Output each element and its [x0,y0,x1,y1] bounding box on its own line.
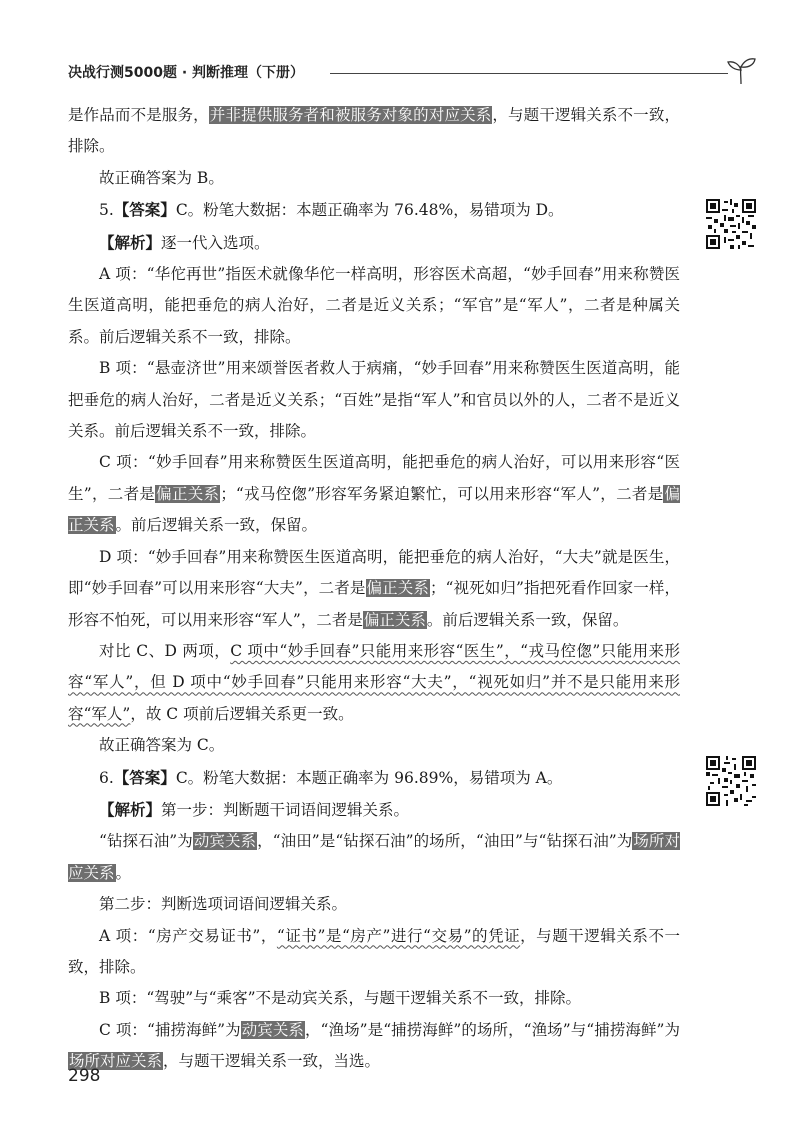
paragraph [68,100,680,163]
highlighted-phrase: 偏正关系 [156,484,220,503]
qr-code-icon[interactable] [706,756,756,806]
paragraph [68,889,680,920]
text-run: ，与题干逻辑关系一致，当选。 [163,1052,381,1071]
sprout-icon [724,56,758,86]
paragraph [68,794,680,826]
paragraph [68,983,680,1014]
text-run: 故正确答案为 C。 [99,736,225,755]
text-run: 第二步：判断选项词语间逻辑关系。 [99,895,348,914]
highlighted-phrase: 场所对应关系 [68,832,680,882]
text-run: 。 [115,863,132,882]
text-run: ，“油田”是“钻探石油”的场所，“油田”与“钻探石油”为 [257,832,633,851]
wavy-underlined-phrase: C 项中“妙手回春”只能用来形容“医生”，“戎马倥偬”只能用来形容“军人”，但 D 项中“妙手回春”只能用来形容“大夫”，“视死如归”并不是只能用来形容“军人” [68,641,680,723]
text-run: 逐一代入选项。 [161,233,270,252]
highlighted-phrase: 偏正关系 [363,610,426,629]
text-run: 是作品而不是服务， [68,106,209,124]
paragraph [68,447,680,541]
text-run: B 项：“悬壶济世”用来颂誉医者救人于病痛，“妙手回春”用来称赞医生医道高明，能把垂危的病人治好，二者是近义关系；“百姓”是指“军人”和官员以外的人，二者不是近义关系。前后逻辑关系不一致，排除。 [68,359,680,441]
highlighted-phrase: 动宾关系 [241,1020,304,1039]
text-run: 第一步：判断题干词语间逻辑关系。 [161,800,410,819]
text-run: D 项：“妙手回春”用来称赞医生医道高明，能把垂危的病人治好，“大夫”就是医生，即“妙手回春”可以用来形容“大夫”，二者是 [68,547,680,598]
highlighted-phrase: 偏正关系 [68,484,680,535]
paragraph [68,163,680,194]
paragraph [68,826,680,889]
page-header [68,56,758,88]
text-run: “钻探石油”为 [99,832,193,851]
text-run: ，与题干逻辑关系不一致，排除。 [68,926,680,976]
highlighted-phrase: 动宾关系 [193,832,257,851]
text-run: ，“渔场”是“捕捞海鲜”的场所，“渔场”与“捕捞海鲜”为 [304,1020,680,1039]
text-run: ，故 C 项前后逻辑关系更一致。 [130,704,354,723]
text-run: ，与题干逻辑关系不一致，排除。 [68,106,680,156]
label-bracket: 【解析】 [99,232,162,252]
text-run: 对比 C、D 两项， [99,641,231,660]
header-rule [330,73,728,74]
text-run: ；“视死如归”指把死看作回家一样，形容不怕死，可以用来形容“军人”，二者是 [68,579,680,629]
text-run: 6. [99,768,114,787]
text-run: 。前后逻辑关系一致，保留。 [426,610,629,629]
text-run: B 项：“驾驶”与“乘客”不是动宾关系，与题干逻辑关系不一致，排除。 [99,989,582,1008]
text-run: 。前后逻辑关系一致，保留。 [115,516,318,535]
paragraph [68,194,680,226]
text-run: C 项：“捕捞海鲜”为 [99,1020,241,1039]
wavy-underlined-phrase: “证书”是“房产”进行“交易”的凭证 [276,926,521,945]
label-bracket: 【解析】 [99,799,162,819]
paragraph [68,542,680,636]
paragraph [68,1015,680,1078]
page-number: 298 [68,1066,101,1086]
text-run: C。粉笔大数据：本题正确率为 76.48%，易错项为 D。 [175,201,564,220]
paragraph [68,353,680,447]
text-run: A 项：“房产交易证书”， [99,926,277,945]
paragraph [68,636,680,730]
highlighted-phrase: 偏正关系 [366,579,429,598]
paragraph [68,921,680,984]
text-run: C。粉笔大数据：本题正确率为 96.89%，易错项为 A。 [175,768,563,787]
highlighted-phrase: 并非提供服务者和被服务对象的对应关系 [209,106,492,124]
answer-explanation-text [68,100,680,1078]
paragraph [68,227,680,259]
paragraph [68,762,680,794]
book-title: 决战行测5000题 · 判断推理（下册） [68,65,305,81]
paragraph [68,730,680,761]
label-bracket: 【答案】 [113,200,176,220]
text-run: ；“戎马倥偬”形容军务紧迫繁忙，可以用来形容“军人”，二者是 [220,484,664,503]
text-run: 故正确答案为 B。 [99,168,224,187]
text-run: 5. [99,201,114,220]
text-run: A 项：“华佗再世”指医术就像华佗一样高明，形容医术高超，“妙手回春”用来称赞医生医道高明，能把垂危的病人治好，二者是近义关系；“军官”是“军人”，二者是种属关系。前后逻辑关系不一致，排除。 [68,265,680,346]
label-bracket: 【答案】 [113,767,176,787]
paragraph [68,259,680,353]
text-run: C 项：“妙手回春”用来称赞医生医道高明，能把垂危的病人治好，可以用来形容“医生”，二者是 [68,453,680,503]
highlighted-phrase: 场所对应关系 [69,1052,163,1071]
qr-code-icon[interactable] [706,199,756,249]
